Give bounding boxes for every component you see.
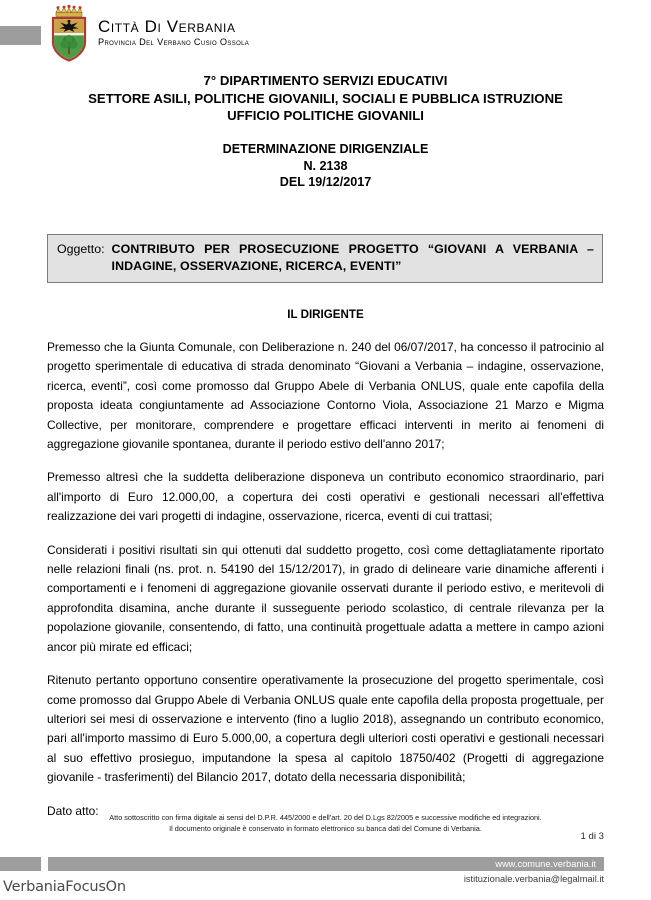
footer-grey-marker [0,857,41,871]
department-line-1: 7° DIPARTIMENTO SERVIZI EDUCATIVI [203,73,448,88]
subject-text: CONTRIBUTO PER PROSECUZIONE PROGETTO “GIOVANI A VERBANIA – INDAGINE, OSSERVAZIONE, RICERCA, EVENTI” [111,242,594,273]
subject-box [47,234,603,283]
body-paragraph: Ritenuto pertanto opportuno consentire operativamente la prosecuzione del progetto sperimentale, così come promosso dal Gruppo Abele di Verbania ONLUS quale ente capofila della proposta progettuale, per ulteriori sei mesi di osservazione e intervento (fino a luglio 2018), assegnando un contributo economico, pari all'importo massimo di Euro 5.000,00, a copertura degli ulteriori costi operativi e gestionali necessari al suo effettivo prosieguo, imputandone la spesa al capitolo 18750/402 (Progetti di aggregazione giovanile - trasferimenti) del Bilancio 2017, dotato della necessaria disponibilità; [47,673,604,785]
municipality-name: Città Di Verbania [98,17,236,36]
body-paragraph: Premesso altresì che la suddetta deliberazione disponeva un contributo economico straordinario, pari all'importo di Euro 12.000,00, a copertura dei costi operativi e gestionali necessari all'effettiva realizzazione dei vari progetti di indagine, osservazione, ricerca, eventi di cui trattasi; [47,470,604,524]
section-heading-dirigente: IL DIRIGENTE [287,308,364,321]
body-closing-line: Dato atto: [47,803,99,818]
body-paragraph: Premesso che la Giunta Comunale, con Deliberazione n. 240 del 06/07/2017, ha concesso il patrocinio al progetto sperimentale di educativa di strada denominato “Giovani a Verbania – indagine, osservazione, ricerca, eventi”, così come promosso dal Gruppo Abele di Verbania ONLUS, quale ente capofila della proposta ideata congiuntamente ad Associazione Contorno Viola, Associazione 21 Marzo e Migma Collective, per monitorare, comprendere e progettare efficaci interventi in merito ai fenomeni di aggregazione giovanile spontanea, durante il periodo estivo dell'anno 2017; [47,340,604,452]
letterhead [47,4,249,62]
verbania-coat-of-arms-icon [47,4,91,62]
page-number: 1 di 3 [580,831,604,842]
department-line-2: SETTORE ASILI, POLITICHE GIOVANILI, SOCIALI E PUBBLICA ISTRUZIONE [88,90,563,106]
footer-banner-bar [48,857,604,871]
header-grey-marker [0,26,41,45]
watermark-label: VerbaniaFocusOn [3,879,126,895]
department-heading [0,72,651,125]
determination-title: DETERMINAZIONE DIRIGENZIALE [222,142,429,156]
department-line-3: UFFICIO POLITICHE GIOVANILI [227,108,424,123]
disclaimer-line-1: Atto sottoscritto con firma digitale ai sensi del D.P.R. 445/2000 e dell'art. 20 del D.Lgs 82/2005 e successive modifiche ed integrazioni. [109,813,542,822]
document-body [47,338,604,821]
province-name: Provincia Del Verbano Cusio Ossola [98,37,250,47]
letterhead-text [98,4,249,47]
disclaimer-line-2: Il documento originale è conservato in formato elettronico su banca dati del Comune di Verbania. [169,823,482,833]
body-paragraph: Considerati i positivi risultati sin qui ottenuti dal suddetto progetto, così come dettagliatamente riportato nelle relazioni finali (ns. prot. n. 54190 del 15/12/2017), in grado di delineare varie dinamiche afferenti i comportamenti e i fenomeni di aggregazione giovanile osservati durante il periodo estivo, e meritevoli di approfondita disamina, anche durante il susseguente periodo scolastico, di centrale rilevanza per la popolazione giovanile, consentendo, di fatto, una continuità progettuale adatta a mettere in campo azioni ancor più mirate ed efficaci; [47,542,604,654]
website-link[interactable]: www.comune.verbania.it [495,859,596,869]
determination-number: N. 2138 [303,158,348,173]
determination-heading [0,141,651,191]
determination-date: DEL 19/12/2017 [279,175,372,189]
subject-label: Oggetto: [57,242,105,256]
digital-signature-disclaimer [47,813,604,834]
email-address[interactable]: istituzionale.verbania@legalmail.it [463,874,604,884]
